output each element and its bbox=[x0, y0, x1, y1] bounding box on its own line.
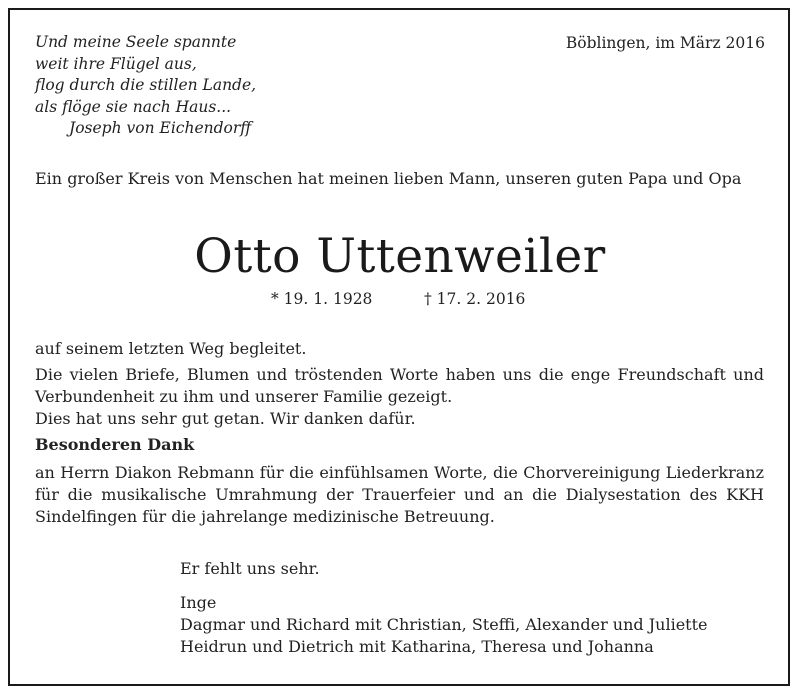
closing-text: Er fehlt uns sehr. bbox=[180, 559, 320, 578]
poem bbox=[35, 32, 256, 140]
signer-line: Dagmar und Richard mit Christian, Steffi, Alexander und Juliette bbox=[180, 615, 708, 634]
condolence-line: Dies hat uns sehr gut getan. Wir danken dafür. bbox=[35, 409, 416, 428]
poem-line: als flöge sie nach Haus... bbox=[35, 97, 232, 116]
poem-line: weit ihre Flügel aus, bbox=[35, 54, 197, 73]
birth-date: * 19. 1. 1928 bbox=[271, 290, 373, 308]
accompanied-text: auf seinem letzten Weg begleitet. bbox=[35, 339, 307, 358]
poem-author: Joseph von Eichendorff bbox=[69, 119, 252, 137]
death-date: † 17. 2. 2016 bbox=[424, 290, 526, 308]
place-date: Böblingen, im März 2016 bbox=[565, 34, 765, 52]
condolence-paragraph bbox=[35, 364, 764, 430]
thanks-heading: Besonderen Dank bbox=[35, 435, 195, 454]
condolence-line: Die vielen Briefe, Blumen und tröstenden Worte haben uns die enge Freundschaft und Verbundenheit zu ihm und unserer Familie gezeigt. bbox=[35, 365, 764, 406]
intro-text: Ein großer Kreis von Menschen hat meinen lieben Mann, unseren guten Papa und Opa bbox=[35, 169, 742, 188]
signer-line: Inge bbox=[180, 593, 217, 612]
thanks-text: an Herrn Diakon Rebmann für die einfühlsamen Worte, die Chorvereinigung Liederkranz für die musikalische Umrahmung der Trauerfeier und an die Dialysestation des KKH Sindelfingen für die jahrelange medizinische Betreuung. bbox=[35, 463, 764, 526]
poem-line: flog durch die stillen Lande, bbox=[35, 76, 257, 94]
deceased-name: Otto Uttenweiler bbox=[194, 229, 606, 284]
signer-line: Heidrun und Dietrich mit Katharina, Theresa und Johanna bbox=[180, 637, 654, 656]
signers bbox=[180, 592, 707, 658]
poem-line: Und meine Seele spannte bbox=[35, 33, 237, 51]
